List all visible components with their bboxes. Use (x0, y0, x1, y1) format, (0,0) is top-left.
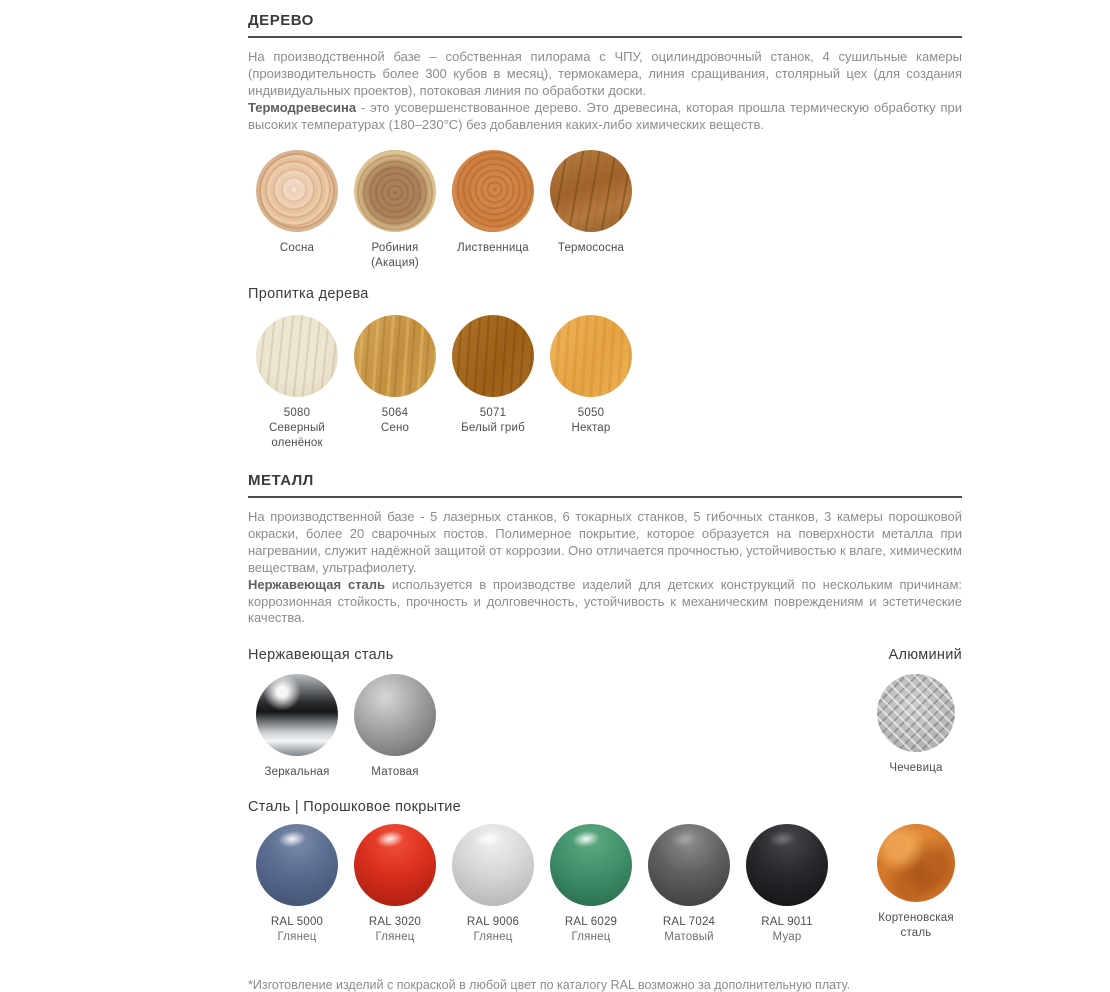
ral7024-color-sphere (648, 824, 730, 906)
stainless-row (248, 674, 962, 780)
ral5000-color-sphere (256, 824, 338, 906)
wood-swatch-label: Лиственница (457, 242, 529, 255)
stainless-finish-label: Матовая (371, 766, 419, 779)
stainless-description: используется в производстве изделий для детских конструкций по нескольким причинам: коррозионная стойкость, прочность и долговечность, устойчивость к механическим повреждениям и эстетические качества. (248, 576, 963, 626)
content-column (248, 0, 962, 992)
impregnation-color-circle (550, 315, 632, 397)
stainless-swatch-mirror (248, 674, 346, 780)
matte-steel-sphere-image (354, 674, 436, 756)
stainless-aluminum-header-row (248, 647, 962, 663)
stainless-paragraph (248, 577, 962, 628)
powder-swatch-ral7024 (640, 824, 738, 945)
corten-label: Кортеновская сталь (878, 912, 954, 940)
impregnation-code: 5064 (381, 407, 409, 420)
ral-code: RAL 9006 (466, 916, 520, 929)
mirror-steel-sphere-image (256, 674, 338, 756)
ral-code: RAL 3020 (368, 916, 422, 929)
powder-swatch-ral5000 (248, 824, 346, 945)
thermopine-grain-image (550, 150, 632, 232)
ral-code: RAL 5000 (270, 916, 324, 929)
wood-swatch-robinia (346, 150, 444, 271)
ral-finish: Муар (772, 931, 802, 944)
impregnation-row (248, 315, 962, 451)
powder-swatch-ral3020 (346, 824, 444, 945)
stainless-finish-label: Зеркальная (264, 766, 330, 779)
impregnation-swatch-5050 (542, 315, 640, 436)
impregnation-swatch-5064 (346, 315, 444, 436)
ral3020-color-sphere (354, 824, 436, 906)
powder-coating-row (248, 824, 962, 945)
aluminum-subheading: Алюминий (888, 647, 962, 664)
ral9006-color-sphere (452, 824, 534, 906)
impregnation-name: Нектар (571, 422, 611, 435)
ral6029-color-sphere (550, 824, 632, 906)
metal-section-title: МЕТАЛЛ (248, 472, 314, 490)
powder-swatch-ral9006 (444, 824, 542, 945)
thermowood-paragraph (248, 100, 962, 134)
ral-finish: Глянец (277, 931, 317, 944)
pine-slice-image (256, 150, 338, 232)
wood-swatch-thermopine (542, 150, 640, 256)
wood-section-divider (248, 36, 962, 38)
ral-finish: Глянец (375, 931, 415, 944)
impregnation-code: 5080 (283, 407, 311, 420)
ral-code: RAL 6029 (564, 916, 618, 929)
wood-species-row (248, 150, 962, 271)
impregnation-name: Белый гриб (461, 422, 525, 435)
robinia-slice-image (354, 150, 436, 232)
larch-slice-image (452, 150, 534, 232)
powder-swatch-ral6029 (542, 824, 640, 945)
impregnation-code: 5071 (479, 407, 507, 420)
impregnation-color-circle (256, 315, 338, 397)
impregnation-color-circle (452, 315, 534, 397)
powder-swatch-corten (870, 824, 962, 941)
impregnation-swatch-5080 (248, 315, 346, 451)
thermowood-description: - это усовершенствованное дерево. Это древесина, которая прошла термическую обработку при высоких температурах (180–230°С) без добавления каких-либо химических веществ. (248, 99, 962, 132)
wood-swatch-pine (248, 150, 346, 256)
wood-swatch-label: Робиния (Акация) (371, 242, 419, 270)
powder-swatch-ral9011 (738, 824, 836, 945)
ral-finish: Глянец (473, 931, 513, 944)
metal-paragraph: На производственной базе - 5 лазерных станков, 6 токарных станков, 5 гибочных станков, 3 камеры порошковой окраски, более 20 сварочных постов. Полимерное покрытие, которое образуется на поверхности металла при нагревании, служит надёжной защитой от коррозии. Оно отличается прочностью, устойчивостью к влаге, химическим веществам, ультрафиолету. (248, 509, 962, 575)
checker-plate-image (877, 674, 955, 752)
ral-code: RAL 9011 (761, 916, 813, 929)
impregnation-code: 5050 (577, 407, 605, 420)
wood-swatch-label: Сосна (279, 242, 315, 255)
thermowood-term: Термодревесина (248, 99, 357, 115)
stainless-term: Нержавеющая сталь (248, 576, 386, 592)
wood-paragraph: На производственной базе – собственная пилорама с ЧПУ, оцилиндровочный станок, 4 сушильные камеры (производительность более 300 кубов в месяц), термокамера, линия сращивания, столярный цех (для создания индивидуальных проектов), потоковая линия по обработки доски. (248, 49, 962, 98)
aluminum-swatch-lentil (870, 674, 962, 776)
metal-section-divider (248, 496, 962, 498)
wood-swatch-label: Термососна (557, 242, 625, 255)
ral-finish: Глянец (571, 931, 611, 944)
impregnation-name: Сено (380, 422, 410, 435)
stainless-swatch-matte (346, 674, 444, 780)
aluminum-finish-label: Чечевица (889, 762, 943, 775)
powder-coating-subheading: Сталь | Порошковое покрытие (248, 799, 462, 816)
ral-finish: Матовый (664, 931, 714, 944)
wood-section-title: ДЕРЕВО (248, 12, 314, 29)
impregnation-subheading: Пропитка дерева (248, 286, 369, 303)
impregnation-color-circle (354, 315, 436, 397)
ral9011-color-sphere (746, 824, 828, 906)
stainless-subheading: Нержавеющая сталь (248, 647, 394, 664)
ral-footnote: *Изготовление изделий с покраской в любой цвет по каталогу RAL возможно за дополнительную плату. (248, 978, 851, 992)
impregnation-name: Северный оленёнок (268, 422, 326, 450)
wood-swatch-larch (444, 150, 542, 256)
corten-steel-texture-image (877, 824, 955, 902)
impregnation-swatch-5071 (444, 315, 542, 436)
ral-code: RAL 7024 (662, 916, 716, 929)
